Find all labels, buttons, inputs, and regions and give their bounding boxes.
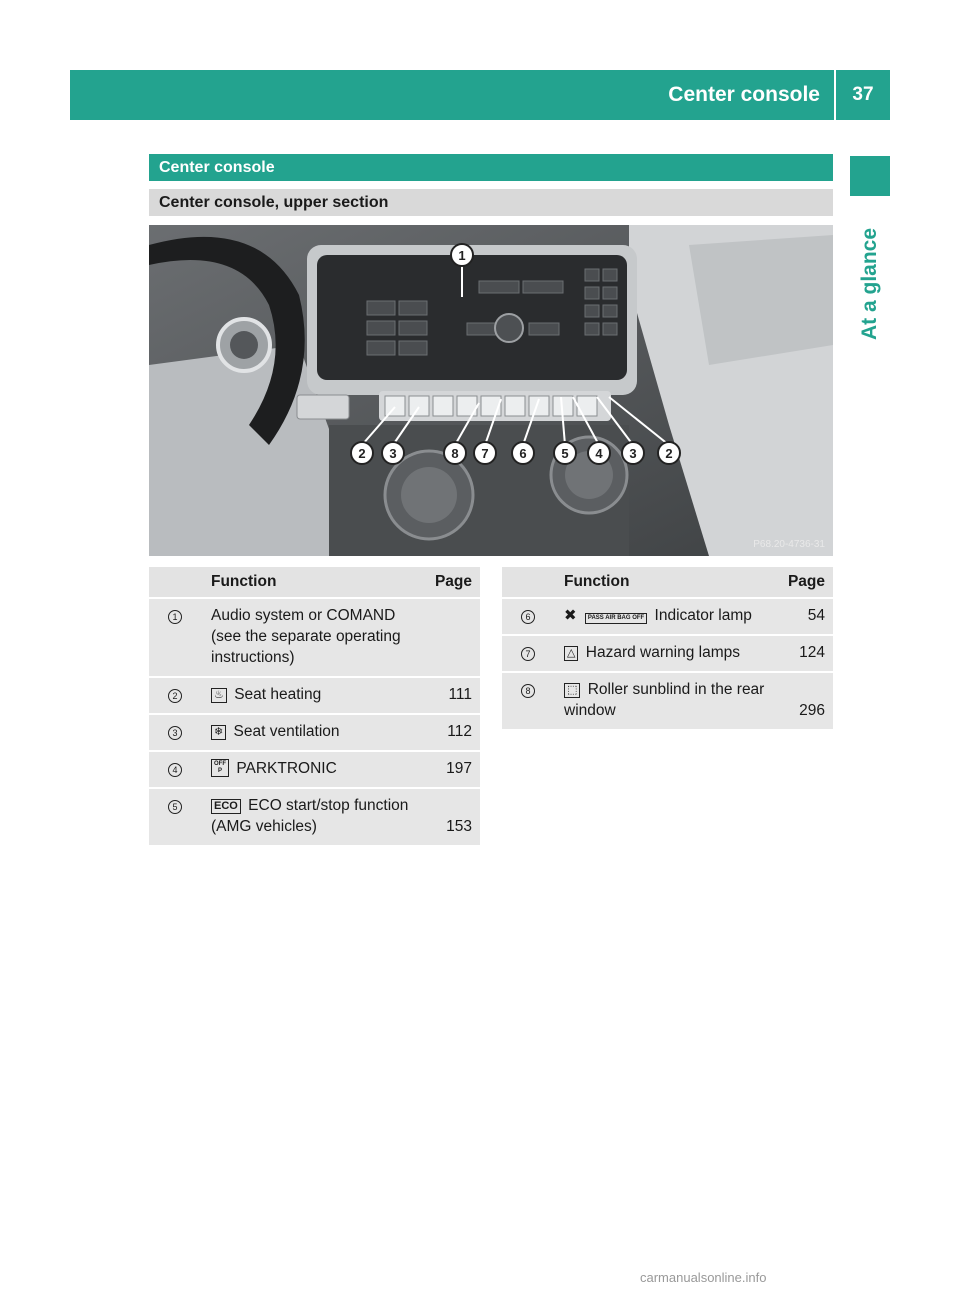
item-number: 2	[168, 689, 182, 703]
page-ref: 54	[807, 607, 825, 624]
table-row	[502, 599, 833, 634]
table-row	[502, 636, 833, 671]
function-text: ECO start/stop function (AMG vehicles)	[211, 797, 409, 835]
function-text: Audio system or COMAND (see the separate operating instructions)	[211, 607, 401, 666]
side-tab-marker	[850, 156, 890, 196]
eco-icon: ECO	[211, 799, 241, 814]
console-illustration	[149, 225, 833, 556]
table-row	[149, 599, 480, 676]
item-number: 6	[521, 610, 535, 624]
function-text: Hazard warning lamps	[585, 644, 740, 661]
header-title: Center console	[668, 83, 820, 106]
svg-text:3: 3	[629, 446, 637, 461]
svg-text:4: 4	[595, 446, 603, 461]
table-row	[149, 678, 480, 713]
table-row	[502, 673, 833, 729]
pass-airbag-off-icon: PASS AIR BAG OFF	[585, 613, 647, 624]
header-num	[502, 567, 554, 597]
svg-text:2: 2	[358, 446, 366, 461]
page-ref: 296	[799, 702, 825, 719]
table-row	[149, 789, 480, 845]
callout-4	[588, 442, 610, 464]
svg-text:7: 7	[481, 446, 489, 461]
section-title: Center console	[149, 154, 833, 181]
callout-2-left	[351, 442, 373, 464]
header-function: Function	[554, 567, 771, 597]
hazard-warning-icon: △	[564, 646, 578, 661]
function-table-left	[149, 565, 480, 847]
page-ref: 197	[446, 760, 472, 777]
callout-3-left	[382, 442, 404, 464]
function-text: Roller sunblind in the rear window	[564, 681, 765, 719]
page-number: 37	[852, 84, 874, 105]
page-header	[70, 70, 890, 120]
function-text: PARKTRONIC	[236, 760, 337, 777]
callout-1	[451, 244, 473, 266]
function-text: Seat heating	[234, 686, 322, 703]
svg-text:3: 3	[389, 446, 397, 461]
item-number: 5	[168, 800, 182, 814]
callout-8	[444, 442, 466, 464]
side-tab-label: At a glance	[858, 227, 881, 340]
table-row	[149, 715, 480, 750]
svg-text:8: 8	[451, 446, 459, 461]
table-row	[149, 752, 480, 787]
header-num	[149, 567, 201, 597]
table-header-row	[502, 567, 833, 597]
photo-code: P68.20-4736-31	[753, 539, 825, 550]
svg-text:6: 6	[519, 446, 527, 461]
page-ref: 124	[799, 644, 825, 661]
seat-heating-icon: ♨	[211, 688, 227, 703]
passenger-airbag-icon: ✖	[564, 607, 577, 624]
page-ref: 153	[446, 818, 472, 835]
subsection-title: Center console, upper section	[149, 189, 833, 216]
center-console-photo	[149, 225, 833, 556]
callout-7	[474, 442, 496, 464]
svg-text:1: 1	[458, 248, 466, 263]
callout-2-right	[658, 442, 680, 464]
header-function: Function	[201, 567, 418, 597]
callout-6	[512, 442, 534, 464]
roller-sunblind-icon: ⬚	[564, 683, 580, 698]
page-ref: 111	[448, 686, 472, 703]
svg-text:5: 5	[561, 446, 569, 461]
header-page: Page	[771, 567, 833, 597]
function-table-right	[502, 565, 833, 731]
function-text: Seat ventilation	[233, 723, 340, 740]
svg-text:2: 2	[665, 446, 673, 461]
callout-3-right	[622, 442, 644, 464]
seat-ventilation-icon: ❄	[211, 725, 226, 740]
page-ref: 112	[447, 723, 472, 740]
header-page: Page	[418, 567, 480, 597]
callout-5	[554, 442, 576, 464]
function-text: Indicator lamp	[654, 607, 752, 624]
footer-watermark: carmanualsonline.info	[640, 1270, 767, 1285]
item-number: 1	[168, 610, 182, 624]
table-header-row	[149, 567, 480, 597]
item-number: 8	[521, 684, 535, 698]
item-number: 3	[168, 726, 182, 740]
parktronic-off-icon: OFF P	[211, 759, 229, 777]
item-number: 7	[521, 647, 535, 661]
item-number: 4	[168, 763, 182, 777]
